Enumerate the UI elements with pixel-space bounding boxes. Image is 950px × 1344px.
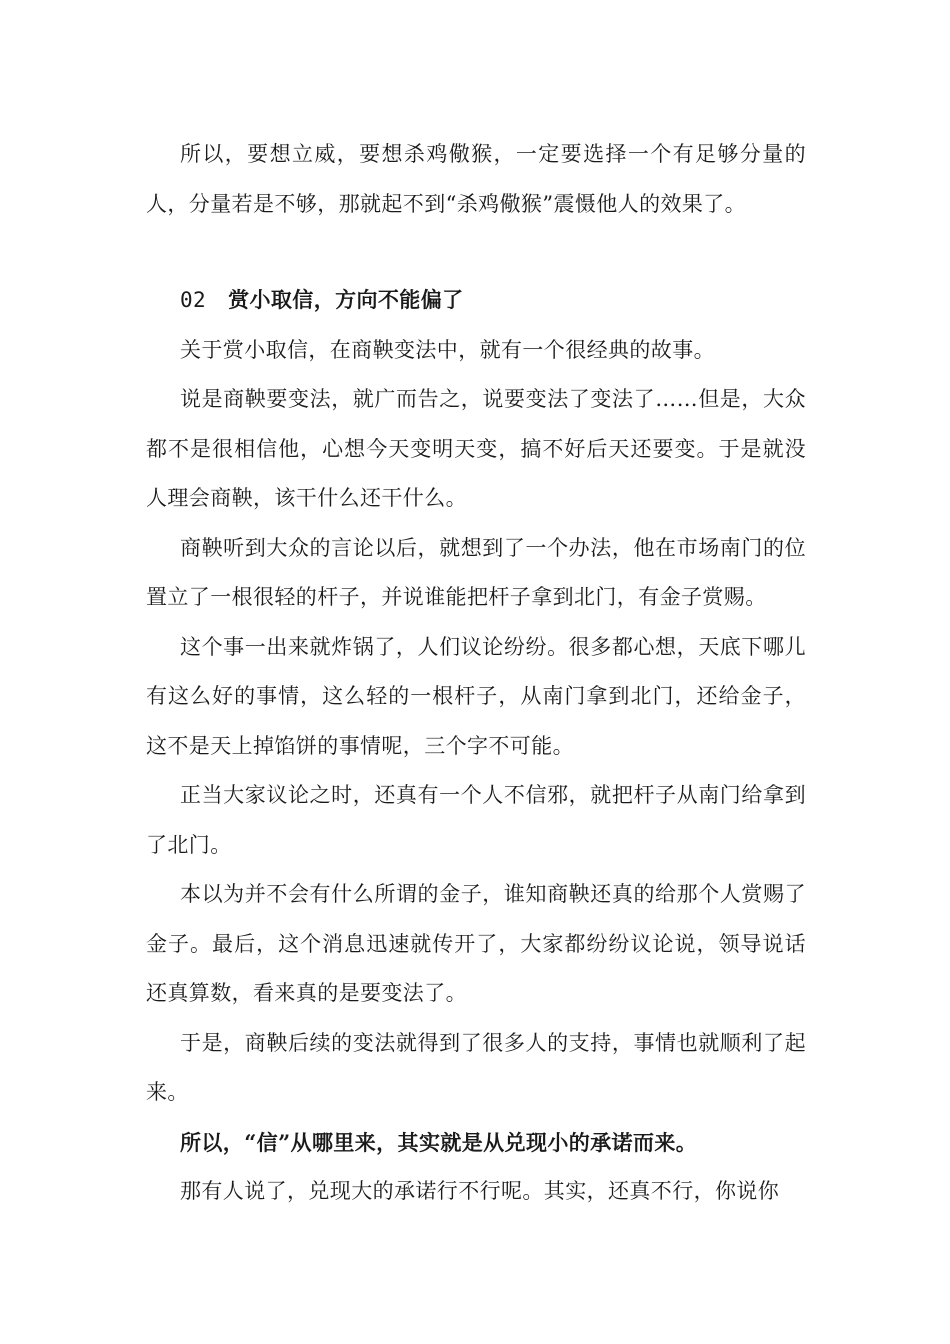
- paragraph-3: 说是商鞅要变法，就广而告之，说要变法了变法了……但是，大众都不是很相信他，心想今天变明天变，搞不好后天还要变。于是就没人理会商鞅，该干什么还干什么。: [146, 387, 806, 510]
- paragraph-6: 正当大家议论之时，还真有一个人不信邪，就把杆子从南门给拿到了北门。: [146, 783, 806, 857]
- document-page: [146, 130, 806, 1217]
- section-title: 赏小取信，方向不能偏了: [228, 287, 464, 312]
- section-heading: [146, 275, 806, 326]
- paragraph-8: 于是，商鞅后续的变法就得到了很多人的支持，事情也就顺利了起来。: [146, 1030, 806, 1104]
- paragraph-2: 关于赏小取信，在商鞅变法中，就有一个很经典的故事。: [180, 337, 715, 362]
- paragraph-5: 这个事一出来就炸锅了，人们议论纷纷。很多都心想，天底下哪儿有这么好的事情，这么轻的一根杆子，从南门拿到北门，还给金子，这不是天上掉馅饼的事情呢，三个字不可能。: [146, 634, 806, 758]
- section-spacer: [146, 229, 806, 275]
- paragraph-9-emphasis: 所以，“信”从哪里来，其实就是从兑现小的承诺而来。: [180, 1129, 698, 1155]
- section-number: 02: [180, 288, 207, 312]
- paragraph-10: 那有人说了，兑现大的承诺行不行呢。其实，还真不行，你说你: [180, 1179, 780, 1203]
- paragraph-1: 所以，要想立威，要想杀鸡儆猴，一定要选择一个有足够分量的人，分量若是不够，那就起不到“杀鸡儆猴”震慑他人的效果了。: [146, 142, 806, 216]
- paragraph-4: 商鞅听到大众的言论以后，就想到了一个办法，他在市场南门的位置立了一根很轻的杆子，并说谁能把杆子拿到北门，有金子赏赐。: [146, 535, 806, 609]
- paragraph-7: 本以为并不会有什么所谓的金子，谁知商鞅还真的给那个人赏赐了金子。最后，这个消息迅速就传开了，大家都纷纷议论说，领导说话还真算数，看来真的是要变法了。: [146, 882, 806, 1005]
